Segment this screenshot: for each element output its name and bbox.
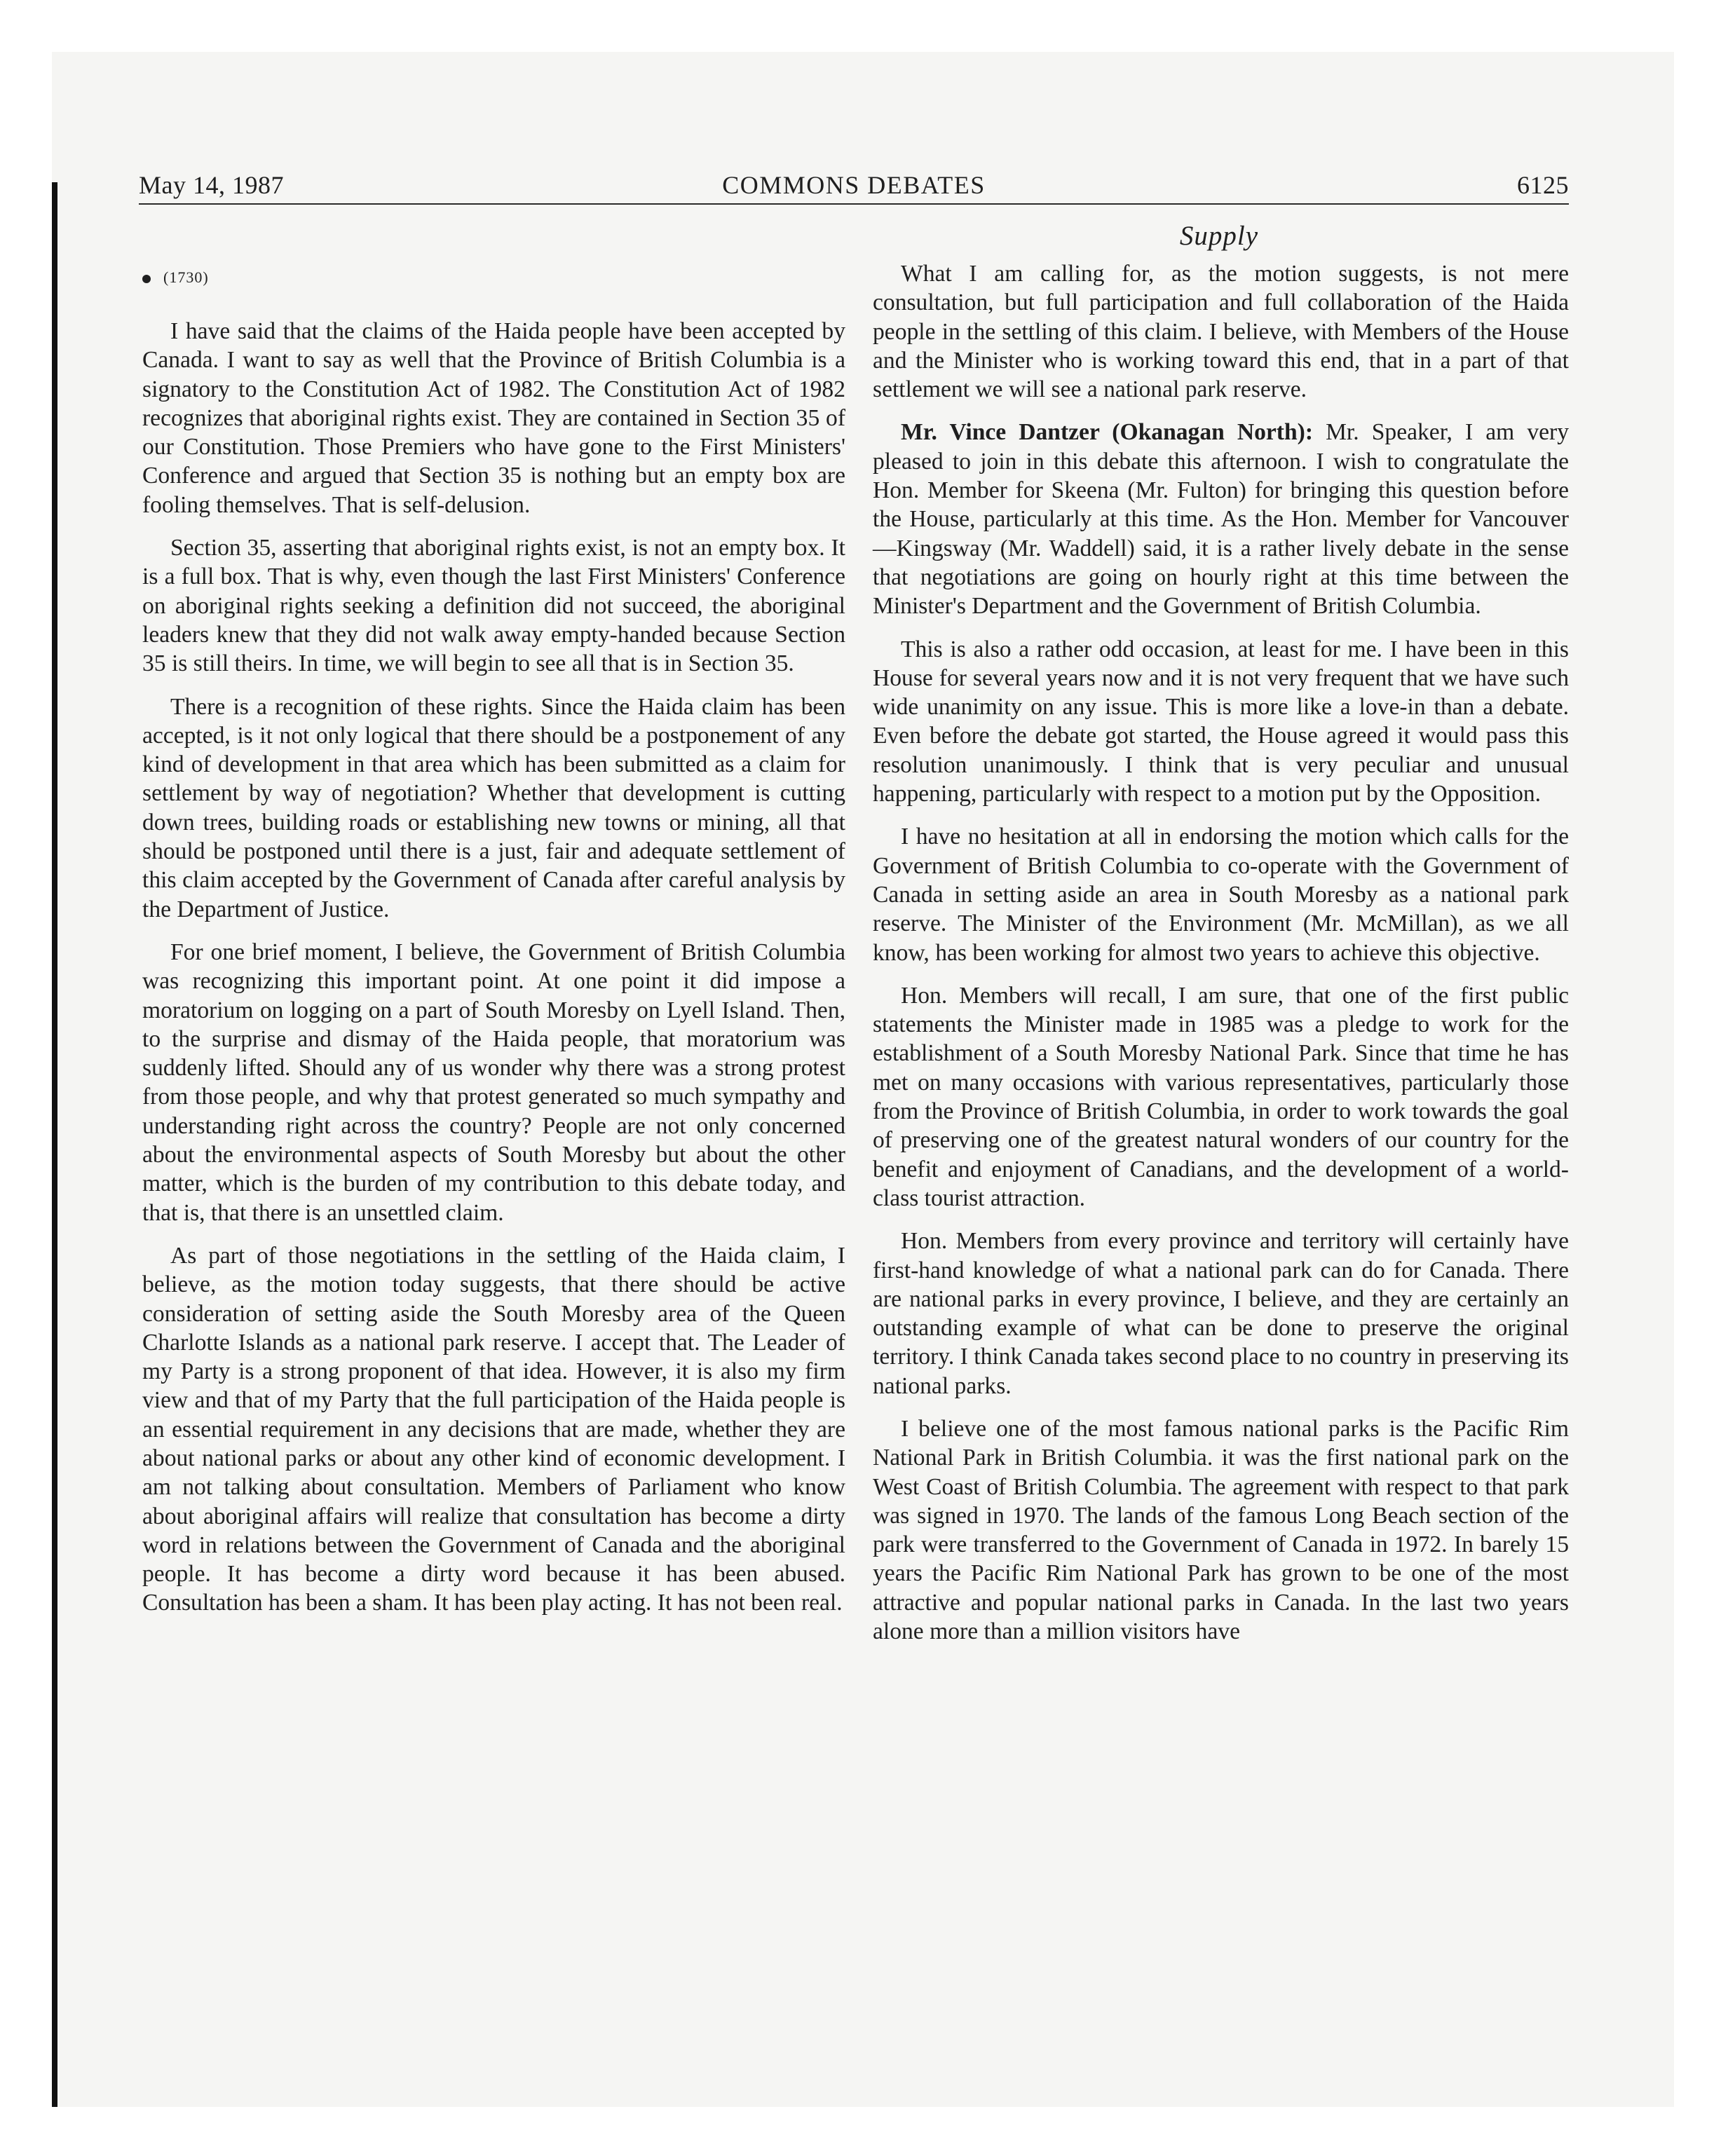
header-date: May 14, 1987 bbox=[139, 171, 284, 199]
right-column bbox=[873, 259, 1569, 1660]
speech-paragraph bbox=[873, 418, 1569, 620]
paragraph: There is a recognition of these rights. Since the Haida claim has been accepted, is it not only logical that there should be a postponement of any kind of development in that area which has been submitted as a claim for settlement by way of negotiation? Whether that development is cutting down trees, building roads or establishing new towns or mining, all that should be postponed until there is a just, fair and adequate settlement of this claim accepted by the Government of Canada after careful analysis by the Department of Justice. bbox=[142, 693, 845, 922]
paragraph: This is also a rather odd occasion, at least for me. I have been in this House for several years now and it is not very frequent that we have such wide unanimity on any issue. This is more like a love-in than a debate. Even before the debate got started, the House agreed it would pass this resolution unanimously. I think that is very peculiar and unusual happening, particularly with respect to a motion put by the Opposition. bbox=[873, 636, 1569, 807]
paragraph: I have no hesitation at all in endorsing the motion which calls for the Government of British Columbia to co-operate with the Government of Canada in setting aside an area in South Moresby as a national park reserve. The Minister of the Environment (Mr. McMillan), as we all know, has been working for almost two years to achieve this objective. bbox=[873, 824, 1569, 966]
header-rule bbox=[139, 203, 1569, 205]
scan-edge-shadow bbox=[52, 182, 57, 2107]
paragraph: What I am calling for, as the motion suggests, is not mere consultation, but full participation and full collaboration of the Haida people in the settling of this claim. I believe, with Members of the House and the Minister who is working toward this end, that in a part of that settlement we will see a national park reserve. bbox=[873, 261, 1569, 403]
paragraph: Hon. Members from every province and territory will certainly have first-hand knowledge of what a national park can do for Canada. There are national parks in every province, I believe, and they are certainly an outstanding example of what can be done to preserve the original territory. I think Canada takes second place to no country in preserving its national parks. bbox=[873, 1228, 1569, 1399]
section-title: Supply bbox=[1179, 221, 1259, 251]
paragraph: Hon. Members will recall, I am sure, that one of the first public statements the Minister made in 1985 was a pledge to work for the establishment of a South Moresby National Park. Since that time he has met on many occasions with various representatives, particularly those from the Province of British Columbia, in order to work towards the goal of preserving one of the greatest natural wonders of our country for the benefit and enjoyment of Canadians, and the development of a world-class tourist attraction. bbox=[873, 982, 1569, 1211]
left-column bbox=[142, 317, 845, 1632]
page-header bbox=[139, 167, 1569, 203]
page-number: 6125 bbox=[1517, 171, 1569, 199]
paragraph: I believe one of the most famous national parks is the Pacific Rim National Park in British Columbia. it was the first national park on the West Coast of British Columbia. The agreement with respect to that park was signed in 1970. The lands of the famous Long Beach section of the park were transferred to the Government of Canada in 1972. In barely 15 years the Pacific Rim National Park has grown to be one of the most attractive and popular national parks in Canada. In the last two years alone more than a million visitors have bbox=[873, 1415, 1569, 1645]
paragraph: As part of those negotiations in the settling of the Haida claim, I believe, as the motion today suggests, that there should be active consideration of setting aside the South Moresby area of the Queen Charlotte Islands as a national park reserve. I accept that. The Leader of my Party is a strong proponent of that idea. However, it is also my firm view and that of my Party that the full participation of the Haida people is an essential requirement in any decisions that are made, whether they are about national parks or about any other kind of economic development. I am not talking about consultation. Members of Parliament who know about aboriginal affairs will realize that consultation has become a dirty word in relations between the Government of Canada and the aboriginal people. It has become a dirty word because it has been abused. Consultation has been a sham. It has been play acting. It has not been real. bbox=[142, 1242, 845, 1616]
header-title: COMMONS DEBATES bbox=[722, 171, 986, 199]
time-marker-text: (1730) bbox=[163, 268, 209, 286]
paragraph: I have said that the claims of the Haida people have been accepted by Canada. I want to say as well that the Province of British Columbia is a signatory to the Constitution Act of 1982. The Constitution Act of 1982 recognizes that aboriginal rights exist. They are contained in Section 35 of our Constitution. Those Premiers who have gone to the First Ministers' Conference and argued that Section 35 is nothing but an empty box are fooling themselves. That is self-delusion. bbox=[142, 318, 845, 518]
time-marker bbox=[142, 264, 209, 292]
paragraph: For one brief moment, I believe, the Government of British Columbia was recognizing this important point. At one point it did impose a moratorium on logging on a part of South Moresby on Lyell Island. Then, to the surprise and dismay of the Haida people, that moratorium was suddenly lifted. Should any of us wonder why there was a strong protest from those people, and why that protest generated so much sympathy and understanding right across the country? People are not only concerned about the environmental aspects of South Moresby but about the other matter, which is the burden of my contribution to this debate today, and that is, that there is an unsettled claim. bbox=[142, 939, 845, 1226]
paragraph: Section 35, asserting that aboriginal rights exist, is not an empty box. It is a full box. That is why, even though the last First Ministers' Conference on aboriginal rights seeking a definition did not succeed, the aboriginal leaders knew that they did not walk away empty-handed because Section 35 is still theirs. In time, we will begin to see all that is in Section 35. bbox=[142, 535, 845, 677]
speech-text: Mr. Speaker, I am very pleased to join in this debate this afternoon. I wish to congratulate the Hon. Member for Skeena (Mr. Fulton) for bringing this question before the House, particularly at this time. As the Hon. Member for Vancouver—Kingsway (Mr. Waddell) said, it is a rather lively debate in the sense that negotiations are going on hourly right at this time between the Minister's Department and the Government of British Columbia. bbox=[873, 419, 1569, 620]
speaker-name: Mr. Vince Dantzer (Okanagan North): bbox=[901, 419, 1314, 446]
bullet-icon bbox=[142, 275, 151, 283]
